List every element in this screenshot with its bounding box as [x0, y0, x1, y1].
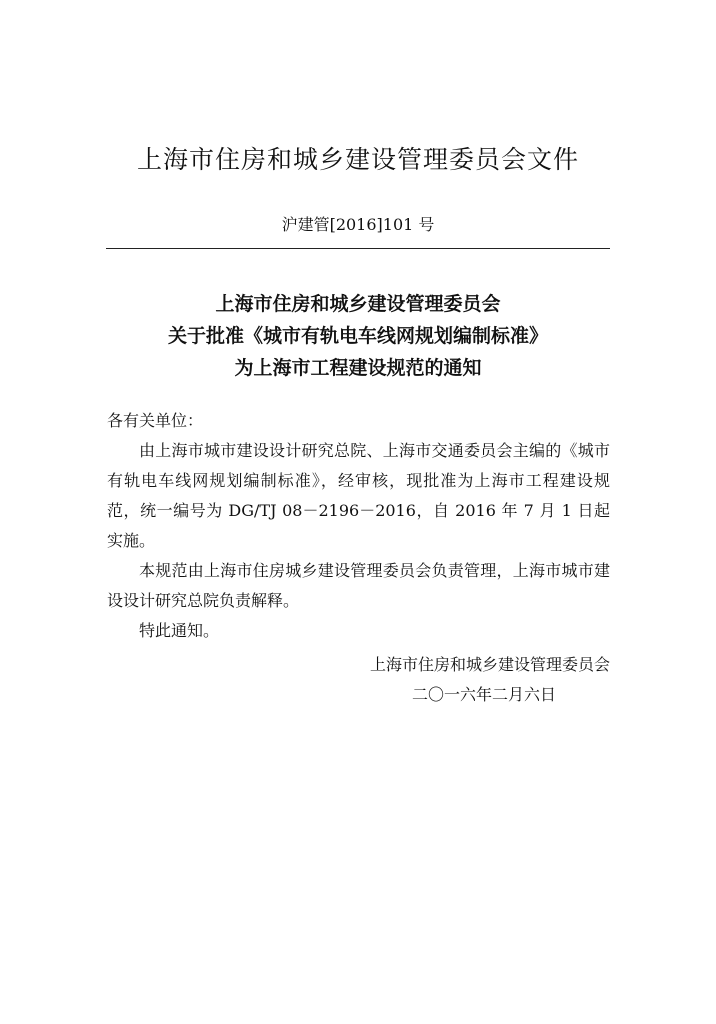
document-header-title: 上海市住房和城乡建设管理委员会文件	[136, 145, 579, 174]
body-paragraph-2: 本规范由上海市住房城乡建设管理委员会负责管理，上海市城市建设设计研究总院负责解释。	[107, 561, 610, 610]
notice-body	[107, 406, 610, 646]
header-divider	[106, 248, 610, 249]
signature-block	[370, 650, 610, 710]
notice-title-line-1: 上海市住房和城乡建设管理委员会	[215, 293, 501, 315]
notice-title-line-2: 关于批准《城市有轨电车线网规划编制标准》	[167, 325, 548, 347]
signature-date: 二〇一六年二月六日	[411, 685, 556, 704]
notice-title-line-3: 为上海市工程建设规范的通知	[234, 357, 482, 379]
notice-title	[0, 288, 716, 384]
body-paragraph-3: 特此通知。	[139, 621, 220, 640]
body-paragraph-1: 由上海市城市建设设计研究总院、上海市交通委员会主编的《城市有轨电车线网规划编制标准》，经审核，现批准为上海市工程建设规范，统一编号为 DG/TJ 08－2196－2016，自 2016 年 7 月 1 日起实施。	[107, 441, 610, 550]
document-number: 沪建管[2016]101 号	[281, 215, 435, 234]
signature-issuer: 上海市住房和城乡建设管理委员会	[369, 655, 610, 674]
salutation: 各有关单位：	[107, 411, 204, 430]
